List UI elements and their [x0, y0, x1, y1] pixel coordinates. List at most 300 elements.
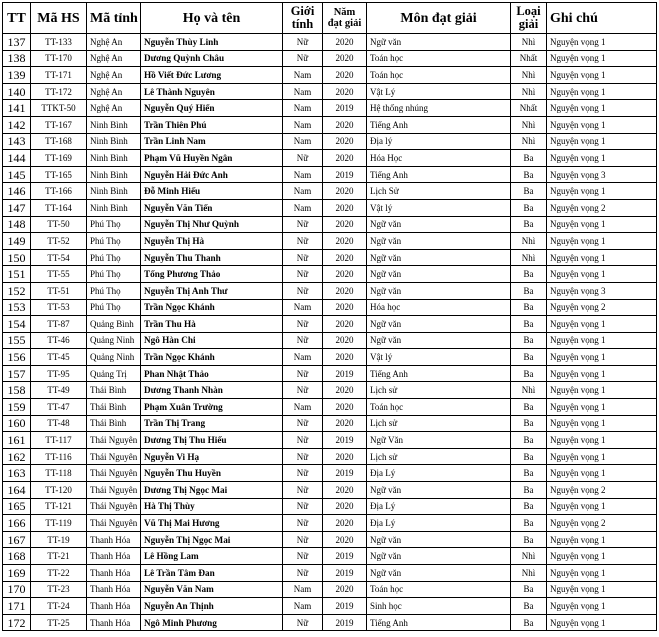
cell-nam-dat-giai: 2020	[323, 67, 367, 84]
cell-ma-hs: TT-168	[31, 133, 87, 150]
cell-ghi-chu: Nguyện vọng 1	[547, 598, 657, 615]
cell-mon-dat-giai: Lịch sử	[367, 415, 511, 432]
cell-mon-dat-giai: Hệ thống nhúng	[367, 100, 511, 117]
table-row	[3, 266, 657, 283]
cell-ma-tinh: Ninh Bình	[87, 183, 141, 200]
table-row	[3, 233, 657, 250]
cell-tt: 143	[3, 133, 31, 150]
cell-gioi-tinh: Nữ	[283, 548, 323, 565]
table-row	[3, 365, 657, 382]
cell-ho-ten: Nguyễn Quý Hiển	[141, 100, 283, 117]
cell-loai-giai: Ba	[511, 465, 547, 482]
cell-ho-ten: Tống Phương Thảo	[141, 266, 283, 283]
cell-loai-giai: Ba	[511, 166, 547, 183]
table-row	[3, 531, 657, 548]
cell-tt: 171	[3, 598, 31, 615]
cell-ho-ten: Ngô Hàn Chi	[141, 332, 283, 349]
cell-ho-ten: Trần Linh Nam	[141, 133, 283, 150]
cell-gioi-tinh: Nữ	[283, 266, 323, 283]
cell-ma-hs: TT-169	[31, 150, 87, 167]
cell-tt: 145	[3, 166, 31, 183]
cell-ghi-chu: Nguyện vọng 1	[547, 548, 657, 565]
cell-gioi-tinh: Nam	[283, 581, 323, 598]
header-mon-dat-giai: Môn đạt giải	[367, 3, 511, 34]
cell-ma-tinh: Quảng Ninh	[87, 332, 141, 349]
cell-ghi-chu: Nguyện vọng 1	[547, 183, 657, 200]
cell-gioi-tinh: Nam	[283, 133, 323, 150]
cell-ma-tinh: Phú Thọ	[87, 266, 141, 283]
cell-mon-dat-giai: Toán học	[367, 581, 511, 598]
cell-ma-hs: TT-51	[31, 282, 87, 299]
cell-loai-giai: Nhì	[511, 565, 547, 582]
cell-ma-tinh: Phú Thọ	[87, 299, 141, 316]
cell-ghi-chu: Nguyện vọng 1	[547, 382, 657, 399]
cell-nam-dat-giai: 2020	[323, 299, 367, 316]
cell-tt: 159	[3, 399, 31, 416]
cell-ma-tinh: Quảng Bình	[87, 316, 141, 333]
cell-tt: 147	[3, 199, 31, 216]
cell-nam-dat-giai: 2020	[323, 216, 367, 233]
cell-ma-hs: TT-25	[31, 614, 87, 631]
cell-gioi-tinh: Nữ	[283, 150, 323, 167]
table-row	[3, 299, 657, 316]
table-row	[3, 249, 657, 266]
cell-ho-ten: Dương Quỳnh Châu	[141, 50, 283, 67]
cell-ho-ten: Hồ Viết Đức Lương	[141, 67, 283, 84]
cell-loai-giai: Ba	[511, 432, 547, 449]
cell-gioi-tinh: Nữ	[283, 282, 323, 299]
cell-gioi-tinh: Nữ	[283, 565, 323, 582]
cell-nam-dat-giai: 2020	[323, 150, 367, 167]
cell-ma-tinh: Nghệ An	[87, 34, 141, 51]
cell-tt: 155	[3, 332, 31, 349]
cell-nam-dat-giai: 2020	[323, 399, 367, 416]
cell-mon-dat-giai: Ngữ văn	[367, 565, 511, 582]
header-ho-ten: Họ và tên	[141, 3, 283, 34]
cell-ma-tinh: Nghệ An	[87, 50, 141, 67]
cell-loai-giai: Ba	[511, 498, 547, 515]
table-row	[3, 399, 657, 416]
cell-mon-dat-giai: Ngữ văn	[367, 249, 511, 266]
cell-tt: 139	[3, 67, 31, 84]
cell-ghi-chu: Nguyện vọng 1	[547, 565, 657, 582]
cell-loai-giai: Ba	[511, 365, 547, 382]
cell-ma-hs: TT-19	[31, 531, 87, 548]
cell-mon-dat-giai: Ngữ văn	[367, 216, 511, 233]
cell-ho-ten: Ngô Minh Phương	[141, 614, 283, 631]
cell-ghi-chu: Nguyện vọng 3	[547, 282, 657, 299]
cell-loai-giai: Ba	[511, 183, 547, 200]
cell-ma-hs: TT-53	[31, 299, 87, 316]
cell-mon-dat-giai: Toán học	[367, 67, 511, 84]
cell-tt: 152	[3, 282, 31, 299]
header-row	[3, 3, 657, 34]
cell-ghi-chu: Nguyện vọng 1	[547, 432, 657, 449]
cell-ma-hs: TT-54	[31, 249, 87, 266]
cell-loai-giai: Ba	[511, 531, 547, 548]
cell-loai-giai: Ba	[511, 482, 547, 499]
cell-ma-hs: TT-164	[31, 199, 87, 216]
table-row	[3, 116, 657, 133]
cell-loai-giai: Ba	[511, 266, 547, 283]
cell-ma-hs: TT-55	[31, 266, 87, 283]
cell-tt: 153	[3, 299, 31, 316]
cell-mon-dat-giai: Tiếng Anh	[367, 116, 511, 133]
cell-ma-tinh: Nghệ An	[87, 83, 141, 100]
cell-nam-dat-giai: 2020	[323, 498, 367, 515]
cell-ma-hs: TT-165	[31, 166, 87, 183]
cell-nam-dat-giai: 2020	[323, 332, 367, 349]
cell-ma-tinh: Thái Bình	[87, 399, 141, 416]
cell-mon-dat-giai: Toán học	[367, 399, 511, 416]
cell-ghi-chu: Nguyện vọng 1	[547, 316, 657, 333]
cell-ghi-chu: Nguyện vọng 1	[547, 233, 657, 250]
cell-mon-dat-giai: Sinh học	[367, 598, 511, 615]
cell-ma-tinh: Ninh Bình	[87, 116, 141, 133]
table-row	[3, 150, 657, 167]
cell-tt: 142	[3, 116, 31, 133]
cell-ghi-chu: Nguyện vọng 1	[547, 415, 657, 432]
cell-nam-dat-giai: 2020	[323, 199, 367, 216]
cell-mon-dat-giai: Địa Lý	[367, 515, 511, 532]
cell-gioi-tinh: Nữ	[283, 332, 323, 349]
cell-loai-giai: Nhất	[511, 100, 547, 117]
cell-ma-tinh: Thái Nguyên	[87, 448, 141, 465]
cell-loai-giai: Ba	[511, 598, 547, 615]
cell-ghi-chu: Nguyện vọng 1	[547, 150, 657, 167]
cell-ma-tinh: Nghệ An	[87, 100, 141, 117]
cell-ho-ten: Dương Thanh Nhàn	[141, 382, 283, 399]
cell-mon-dat-giai: Ngữ văn	[367, 266, 511, 283]
cell-ma-tinh: Thái Nguyên	[87, 498, 141, 515]
cell-nam-dat-giai: 2020	[323, 316, 367, 333]
cell-nam-dat-giai: 2019	[323, 365, 367, 382]
cell-tt: 140	[3, 83, 31, 100]
cell-ma-tinh: Thái Bình	[87, 382, 141, 399]
cell-ma-tinh: Thái Nguyên	[87, 515, 141, 532]
cell-ho-ten: Nguyễn Thị Ngọc Mai	[141, 531, 283, 548]
table-row	[3, 83, 657, 100]
cell-mon-dat-giai: Tiếng Anh	[367, 614, 511, 631]
results-table	[2, 2, 657, 631]
cell-mon-dat-giai: Hóa Học	[367, 150, 511, 167]
cell-ho-ten: Dương Thị Thu Hiếu	[141, 432, 283, 449]
cell-ma-hs: TT-167	[31, 116, 87, 133]
cell-ma-hs: TT-121	[31, 498, 87, 515]
cell-ma-tinh: Quảng Trị	[87, 365, 141, 382]
cell-gioi-tinh: Nữ	[283, 465, 323, 482]
table-row	[3, 166, 657, 183]
cell-ma-tinh: Thái Bình	[87, 415, 141, 432]
cell-ghi-chu: Nguyện vọng 1	[547, 332, 657, 349]
cell-mon-dat-giai: Vật lý	[367, 349, 511, 366]
cell-loai-giai: Ba	[511, 299, 547, 316]
cell-tt: 149	[3, 233, 31, 250]
table-row	[3, 581, 657, 598]
cell-mon-dat-giai: Địa Lý	[367, 498, 511, 515]
cell-nam-dat-giai: 2020	[323, 249, 367, 266]
cell-nam-dat-giai: 2020	[323, 116, 367, 133]
cell-ghi-chu: Nguyện vọng 3	[547, 166, 657, 183]
cell-ma-hs: TT-133	[31, 34, 87, 51]
cell-tt: 164	[3, 482, 31, 499]
cell-gioi-tinh: Nữ	[283, 216, 323, 233]
cell-ho-ten: Dương Thị Ngọc Mai	[141, 482, 283, 499]
cell-ghi-chu: Nguyện vọng 1	[547, 216, 657, 233]
cell-ghi-chu: Nguyện vọng 1	[547, 133, 657, 150]
cell-ma-tinh: Phú Thọ	[87, 233, 141, 250]
cell-loai-giai: Nhì	[511, 133, 547, 150]
cell-tt: 163	[3, 465, 31, 482]
cell-tt: 168	[3, 548, 31, 565]
cell-nam-dat-giai: 2020	[323, 448, 367, 465]
cell-ghi-chu: Nguyện vọng 1	[547, 448, 657, 465]
cell-mon-dat-giai: Lịch sử	[367, 382, 511, 399]
cell-loai-giai: Nhì	[511, 249, 547, 266]
cell-ma-hs: TT-50	[31, 216, 87, 233]
table-row	[3, 199, 657, 216]
cell-ma-hs: TT-48	[31, 415, 87, 432]
cell-ghi-chu: Nguyện vọng 1	[547, 365, 657, 382]
cell-ho-ten: Nguyễn Hải Đức Anh	[141, 166, 283, 183]
cell-loai-giai: Nhì	[511, 548, 547, 565]
cell-gioi-tinh: Nữ	[283, 50, 323, 67]
cell-loai-giai: Ba	[511, 399, 547, 416]
cell-mon-dat-giai: Ngữ văn	[367, 34, 511, 51]
table-row	[3, 50, 657, 67]
cell-mon-dat-giai: Hóa học	[367, 299, 511, 316]
cell-loai-giai: Ba	[511, 614, 547, 631]
cell-ghi-chu: Nguyện vọng 1	[547, 531, 657, 548]
table-row	[3, 548, 657, 565]
cell-ma-hs: TT-117	[31, 432, 87, 449]
cell-mon-dat-giai: Ngữ văn	[367, 316, 511, 333]
cell-ma-hs: TTKT-50	[31, 100, 87, 117]
header-tt: TT	[3, 3, 31, 34]
table-row	[3, 465, 657, 482]
cell-ma-tinh: Ninh Bình	[87, 166, 141, 183]
cell-loai-giai: Nhì	[511, 116, 547, 133]
cell-ma-tinh: Phú Thọ	[87, 216, 141, 233]
cell-nam-dat-giai: 2019	[323, 432, 367, 449]
cell-mon-dat-giai: Toán học	[367, 50, 511, 67]
table-row	[3, 415, 657, 432]
cell-gioi-tinh: Nữ	[283, 614, 323, 631]
cell-ho-ten: Trần Thu Hà	[141, 316, 283, 333]
cell-ho-ten: Đỗ Minh Hiếu	[141, 183, 283, 200]
cell-ghi-chu: Nguyện vọng 1	[547, 67, 657, 84]
cell-loai-giai: Ba	[511, 349, 547, 366]
table-row	[3, 133, 657, 150]
cell-ma-tinh: Ninh Bình	[87, 150, 141, 167]
cell-loai-giai: Ba	[511, 316, 547, 333]
cell-tt: 151	[3, 266, 31, 283]
cell-loai-giai: Ba	[511, 282, 547, 299]
cell-tt: 156	[3, 349, 31, 366]
cell-ma-tinh: Thanh Hóa	[87, 598, 141, 615]
cell-ho-ten: Lê Thành Nguyên	[141, 83, 283, 100]
cell-ma-hs: TT-24	[31, 598, 87, 615]
cell-loai-giai: Ba	[511, 448, 547, 465]
header-ghi-chu: Ghi chú	[547, 3, 657, 34]
cell-ma-hs: TT-49	[31, 382, 87, 399]
cell-tt: 148	[3, 216, 31, 233]
cell-ho-ten: Nguyễn Thùy Linh	[141, 34, 283, 51]
cell-gioi-tinh: Nam	[283, 166, 323, 183]
cell-mon-dat-giai: Ngữ văn	[367, 548, 511, 565]
cell-tt: 165	[3, 498, 31, 515]
header-loai-giai: Loại giải	[511, 3, 547, 34]
cell-ho-ten: Trần Thiên Phú	[141, 116, 283, 133]
cell-loai-giai: Nhì	[511, 34, 547, 51]
cell-gioi-tinh: Nam	[283, 349, 323, 366]
table-row	[3, 482, 657, 499]
cell-ma-tinh: Thái Nguyên	[87, 432, 141, 449]
cell-nam-dat-giai: 2020	[323, 482, 367, 499]
cell-ghi-chu: Nguyện vọng 2	[547, 515, 657, 532]
table-row	[3, 498, 657, 515]
header-ma-hs: Mã HS	[31, 3, 87, 34]
cell-ghi-chu: Nguyện vọng 1	[547, 100, 657, 117]
cell-nam-dat-giai: 2020	[323, 266, 367, 283]
cell-gioi-tinh: Nữ	[283, 365, 323, 382]
cell-ma-tinh: Thái Nguyên	[87, 482, 141, 499]
cell-gioi-tinh: Nam	[283, 67, 323, 84]
table-row	[3, 349, 657, 366]
table-row	[3, 382, 657, 399]
cell-ma-tinh: Nghệ An	[87, 67, 141, 84]
cell-nam-dat-giai: 2020	[323, 415, 367, 432]
cell-ho-ten: Nguyễn Vi Hạ	[141, 448, 283, 465]
cell-ghi-chu: Nguyện vọng 1	[547, 266, 657, 283]
cell-loai-giai: Ba	[511, 199, 547, 216]
cell-loai-giai: Nhì	[511, 233, 547, 250]
cell-ho-ten: Nguyễn An Thịnh	[141, 598, 283, 615]
cell-tt: 170	[3, 581, 31, 598]
cell-nam-dat-giai: 2020	[323, 282, 367, 299]
cell-ma-tinh: Thanh Hóa	[87, 548, 141, 565]
cell-mon-dat-giai: Tiếng Anh	[367, 365, 511, 382]
cell-mon-dat-giai: Vật lý	[367, 199, 511, 216]
cell-mon-dat-giai: Địa lý	[367, 133, 511, 150]
table-row	[3, 216, 657, 233]
cell-mon-dat-giai: Ngữ văn	[367, 332, 511, 349]
cell-loai-giai: Ba	[511, 581, 547, 598]
table-row	[3, 515, 657, 532]
cell-gioi-tinh: Nữ	[283, 34, 323, 51]
cell-ho-ten: Nguyễn Thị Anh Thư	[141, 282, 283, 299]
cell-mon-dat-giai: Ngữ văn	[367, 233, 511, 250]
cell-ma-tinh: Phú Thọ	[87, 249, 141, 266]
cell-ma-tinh: Thanh Hóa	[87, 565, 141, 582]
cell-nam-dat-giai: 2020	[323, 382, 367, 399]
table-row	[3, 432, 657, 449]
cell-ghi-chu: Nguyện vọng 1	[547, 249, 657, 266]
cell-loai-giai: Nhì	[511, 382, 547, 399]
cell-nam-dat-giai: 2019	[323, 465, 367, 482]
cell-ghi-chu: Nguyện vọng 1	[547, 116, 657, 133]
table-row	[3, 67, 657, 84]
cell-ho-ten: Nguyễn Văn Tiến	[141, 199, 283, 216]
cell-mon-dat-giai: Ngữ Văn	[367, 432, 511, 449]
cell-ho-ten: Nguyễn Thị Hà	[141, 233, 283, 250]
cell-ghi-chu: Nguyện vọng 1	[547, 34, 657, 51]
cell-ma-hs: TT-47	[31, 399, 87, 416]
header-nam-dat-giai: Năm đạt giải	[323, 3, 367, 34]
cell-ma-hs: TT-46	[31, 332, 87, 349]
cell-ma-hs: TT-116	[31, 448, 87, 465]
cell-tt: 141	[3, 100, 31, 117]
cell-tt: 169	[3, 565, 31, 582]
cell-nam-dat-giai: 2020	[323, 233, 367, 250]
cell-nam-dat-giai: 2019	[323, 166, 367, 183]
cell-ghi-chu: Nguyện vọng 1	[547, 399, 657, 416]
cell-nam-dat-giai: 2020	[323, 349, 367, 366]
cell-ghi-chu: Nguyện vọng 1	[547, 614, 657, 631]
cell-ho-ten: Nguyễn Thị Như Quỳnh	[141, 216, 283, 233]
cell-gioi-tinh: Nữ	[283, 233, 323, 250]
cell-gioi-tinh: Nữ	[283, 448, 323, 465]
cell-gioi-tinh: Nam	[283, 598, 323, 615]
cell-ma-tinh: Quảng Ninh	[87, 349, 141, 366]
header-ma-tinh: Mã tỉnh	[87, 3, 141, 34]
cell-ghi-chu: Nguyện vọng 2	[547, 482, 657, 499]
cell-ma-tinh: Ninh Bình	[87, 133, 141, 150]
cell-ma-hs: TT-52	[31, 233, 87, 250]
cell-ho-ten: Nguyễn Thu Huyền	[141, 465, 283, 482]
cell-ghi-chu: Nguyện vọng 2	[547, 299, 657, 316]
cell-ma-tinh: Thái Nguyên	[87, 465, 141, 482]
cell-ma-hs: TT-170	[31, 50, 87, 67]
table-row	[3, 448, 657, 465]
cell-gioi-tinh: Nữ	[283, 515, 323, 532]
cell-ma-tinh: Thanh Hóa	[87, 614, 141, 631]
cell-ma-hs: TT-21	[31, 548, 87, 565]
cell-tt: 161	[3, 432, 31, 449]
cell-nam-dat-giai: 2020	[323, 515, 367, 532]
cell-ma-hs: TT-120	[31, 482, 87, 499]
cell-gioi-tinh: Nam	[283, 183, 323, 200]
cell-ho-ten: Hà Thị Thùy	[141, 498, 283, 515]
cell-loai-giai: Ba	[511, 415, 547, 432]
cell-gioi-tinh: Nữ	[283, 316, 323, 333]
cell-ho-ten: Lê Trần Tâm Đan	[141, 565, 283, 582]
cell-ma-hs: TT-95	[31, 365, 87, 382]
cell-tt: 158	[3, 382, 31, 399]
cell-nam-dat-giai: 2020	[323, 133, 367, 150]
cell-loai-giai: Nhì	[511, 67, 547, 84]
cell-ma-tinh: Thanh Hóa	[87, 581, 141, 598]
cell-ma-hs: TT-45	[31, 349, 87, 366]
cell-ghi-chu: Nguyện vọng 2	[547, 199, 657, 216]
cell-ghi-chu: Nguyện vọng 1	[547, 50, 657, 67]
cell-ho-ten: Trần Thị Trang	[141, 415, 283, 432]
cell-ma-tinh: Phú Thọ	[87, 282, 141, 299]
table-row	[3, 332, 657, 349]
cell-mon-dat-giai: Ngữ văn	[367, 282, 511, 299]
cell-nam-dat-giai: 2019	[323, 598, 367, 615]
cell-ghi-chu: Nguyện vọng 1	[547, 498, 657, 515]
cell-ho-ten: Phạm Vũ Huyền Ngân	[141, 150, 283, 167]
cell-ho-ten: Nguyễn Thu Thanh	[141, 249, 283, 266]
cell-ho-ten: Trần Ngọc Khánh	[141, 349, 283, 366]
header-gioi-tinh: Giới tính	[283, 3, 323, 34]
cell-ma-hs: TT-119	[31, 515, 87, 532]
table-row	[3, 282, 657, 299]
cell-mon-dat-giai: Ngữ văn	[367, 531, 511, 548]
cell-gioi-tinh: Nữ	[283, 415, 323, 432]
cell-gioi-tinh: Nữ	[283, 531, 323, 548]
